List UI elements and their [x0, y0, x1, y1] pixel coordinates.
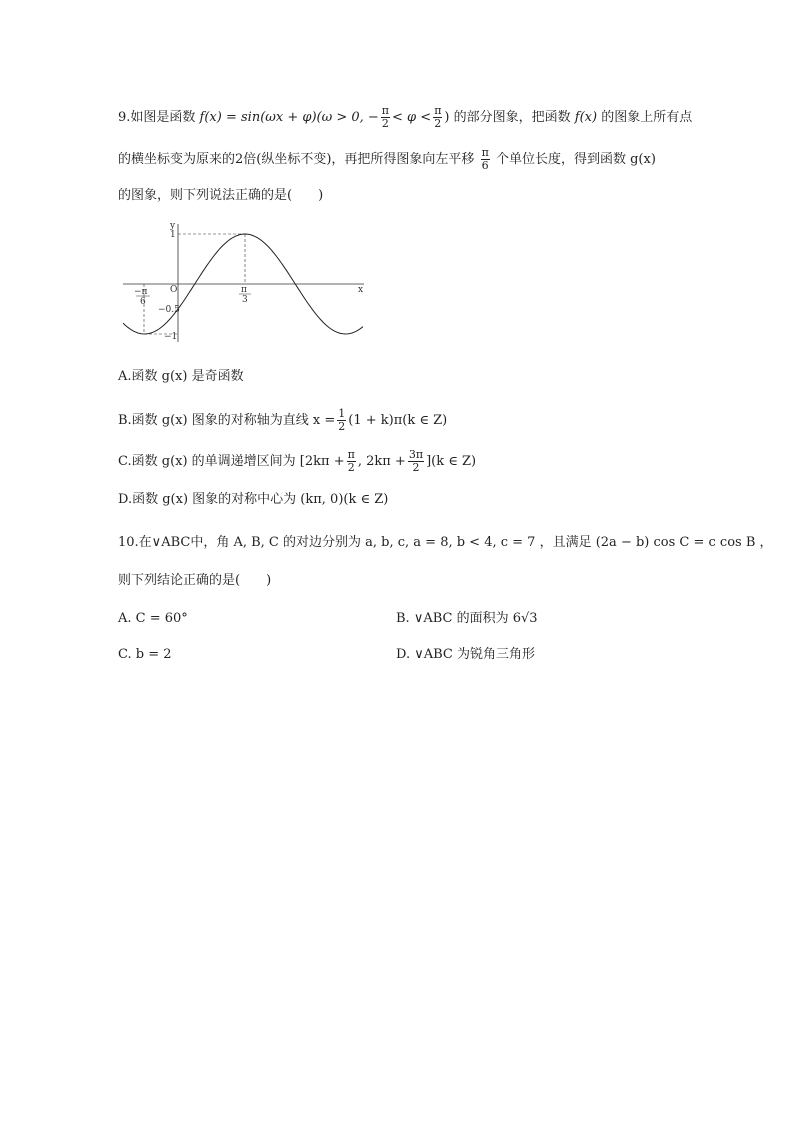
q10-option-b: B. ∨ABC 的面积为 6√3 — [396, 611, 538, 626]
q9-text3: 的图象上所有点 — [601, 110, 693, 125]
opt-c-mid: , 2kπ + — [357, 454, 406, 469]
q10-line2: 则下列结论正确的是( ) — [118, 573, 272, 588]
q9-line3: 的图象，则下列说法正确的是( ) — [118, 188, 324, 203]
q9-line1 — [118, 105, 692, 130]
q9-option-b — [118, 408, 447, 433]
q9-text: 9.如图是函数 — [118, 110, 196, 125]
q9-gx: g(x) — [630, 152, 656, 167]
y-axis-label: y — [170, 221, 176, 231]
tick-6: 6 — [140, 297, 146, 307]
q10-option-a: A. C = 60° — [118, 611, 188, 626]
x-axis-label: x — [358, 285, 364, 295]
origin-label: O — [170, 285, 178, 295]
q9-text2: 的部分图象，把函数 — [453, 110, 571, 125]
q9-close: ) — [444, 110, 450, 125]
frac-1-over-2: $\frac{1}{2}$ — [338, 407, 346, 433]
q9-option-a: A.函数 g(x) 是奇函数 — [118, 369, 244, 384]
q9-ineq: < φ < — [392, 110, 432, 125]
q10-option-c: C. b = 2 — [118, 647, 172, 662]
q9-l2-text: 的横坐标变为原来的2倍(纵坐标不变)，再把所得图象向左平移 — [118, 152, 475, 167]
frac-pi-over-2: $\frac{\pi}{2}$ — [381, 104, 390, 130]
tick-neg-1: −1 — [164, 332, 178, 342]
tick-pi: π — [241, 285, 247, 295]
frac-pi-over-2b: $\frac{\pi}{2}$ — [434, 104, 442, 130]
tick-3: 3 — [242, 295, 248, 305]
opt-c-text: C.函数 g(x) 的单调递增区间为 [2kπ + — [118, 454, 345, 469]
q9-l2-text2: 个单位长度，得到函数 — [495, 152, 626, 167]
q9-fx: f(x) — [574, 110, 598, 125]
opt-b-text2: (1 + k)π(k ∈ Z) — [348, 413, 448, 428]
frac-pi-over-2c: $\frac{\pi}{2}$ — [347, 448, 355, 474]
q9-line2 — [118, 147, 656, 172]
opt-c-text2: ](k ∈ Z) — [426, 454, 477, 469]
q9-option-c — [118, 449, 476, 474]
q9-option-d: D.函数 g(x) 图象的对称中心为 (kπ, 0)(k ∈ Z) — [118, 492, 389, 507]
tick-1: 1 — [170, 230, 176, 240]
opt-b-text: B.函数 g(x) 图象的对称轴为直线 x = — [118, 413, 336, 428]
q10-option-d: D. ∨ABC 为锐角三角形 — [396, 647, 536, 662]
sine-graph — [118, 216, 378, 346]
q9-func: f(x) = sin(ωx + φ)(ω > 0, − — [199, 110, 379, 125]
q10-line1: 10.在∨ABC中，角 A, B, C 的对边分别为 a, b, c, a = 8, b < 4, c = 7 ，且满足 (2a − b) cos C = c cos B ， — [118, 535, 773, 550]
tick-neg-half: −0.5 — [158, 305, 180, 315]
tick-neg-pi: −π — [134, 287, 148, 297]
frac-pi-over-6: $\frac{\pi}{6}$ — [481, 146, 489, 172]
frac-3pi-over-2: $\frac{3\pi}{2}$ — [408, 448, 424, 474]
